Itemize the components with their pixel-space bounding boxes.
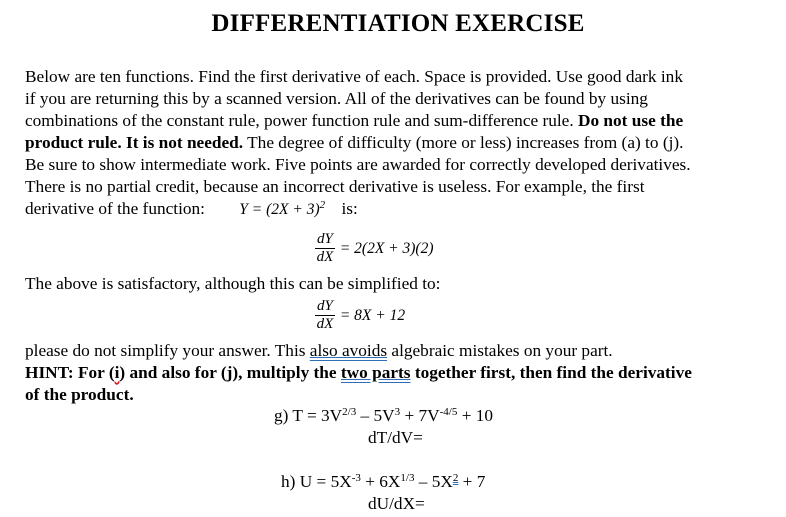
note-text: please do not simplify your answer. This	[25, 341, 310, 360]
instruction-line-5: Be sure to show intermediate work. Five points are awarded for correctly developed derivatives.	[25, 155, 691, 174]
exponent: 1/3	[400, 472, 415, 484]
page-title: DIFFERENTIATION EXERCISE	[211, 10, 585, 37]
instruction-line-2: if you are returning this by a scanned version. All of the derivatives can be found by using	[25, 89, 648, 108]
instruction-line-4-text: The degree of difficulty (more or less) increases from (a) to (j).	[243, 133, 684, 152]
example-function-exponent: 2	[319, 199, 326, 211]
hint-line-1	[25, 363, 692, 383]
hint-underlined: two parts	[340, 363, 411, 382]
fraction-numerator: dY	[317, 231, 333, 247]
simplify-line: The above is satisfactory, although this can be simplified to:	[25, 274, 441, 293]
fraction-numerator: dY	[317, 298, 333, 314]
instruction-line-4	[25, 132, 777, 154]
instruction-line-7-text: derivative of the function:	[25, 199, 205, 218]
bold-warning-start: Do not use the	[577, 111, 684, 130]
exponent: 2	[452, 472, 459, 484]
instruction-line-3-text: combinations of the constant rule, power function rule and sum-difference rule.	[25, 111, 578, 130]
exponent: -4/5	[439, 406, 458, 418]
hint-letter-i: i	[114, 363, 120, 382]
problem-h	[281, 472, 485, 492]
problem-g	[274, 406, 493, 426]
derivative-label-h: dU/dX=	[368, 494, 425, 513]
problem-g-term: + 10	[457, 406, 494, 425]
derivative-fraction-2	[315, 299, 335, 332]
fraction-denominator: dX	[316, 249, 334, 265]
instruction-line-7	[25, 198, 777, 220]
problem-g-start: g) T = 3V	[274, 406, 343, 425]
problem-h-term: + 6X	[360, 472, 401, 491]
instruction-line-6: There is no partial credit, because an incorrect derivative is useless. For example, the first	[25, 177, 645, 196]
derivative-fraction-1	[315, 232, 335, 265]
fraction-denominator: dX	[316, 316, 334, 332]
problem-h-term: – 5X	[414, 472, 453, 491]
bold-warning-end: product rule. It is not needed.	[25, 133, 244, 152]
hint-text: HINT: For (	[25, 363, 115, 382]
instruction-line-1: Below are ten functions. Find the first derivative of each. Space is provided. Use good dark ink	[25, 67, 683, 86]
problem-g-term: + 7V	[400, 406, 440, 425]
problem-g-term: – 5V	[356, 406, 395, 425]
derivative-label-g: dT/dV=	[368, 428, 423, 447]
hint-text-end: together first, then find the derivative	[410, 363, 692, 382]
example-derivative-1	[315, 232, 434, 265]
problem-g-derivative	[368, 428, 423, 448]
note-line	[25, 341, 613, 361]
exponent: -3	[351, 472, 361, 484]
exponent: 3	[394, 406, 401, 418]
example-derivative-2	[315, 299, 405, 332]
derivative-rhs-2: = 8X + 12	[339, 306, 406, 324]
instruction-line-3	[25, 110, 777, 132]
example-function	[239, 201, 325, 218]
hint-text-mid: ) and also for (j), multiply the	[119, 363, 341, 382]
problem-h-derivative	[368, 494, 425, 514]
derivative-rhs-1: = 2(2X + 3)(2)	[339, 239, 434, 257]
example-function-body: Y = (2X + 3)	[239, 201, 320, 218]
exponent: 2/3	[342, 406, 357, 418]
problem-h-term: + 7	[458, 472, 486, 491]
instructions-paragraph	[25, 66, 777, 220]
problem-h-start: h) U = 5X	[281, 472, 352, 491]
note-underlined: also avoids	[309, 341, 388, 360]
hint-line-2: of the product.	[25, 385, 134, 404]
note-text-end: algebraic mistakes on your part.	[387, 341, 613, 360]
instruction-line-7-end: is:	[341, 199, 358, 218]
